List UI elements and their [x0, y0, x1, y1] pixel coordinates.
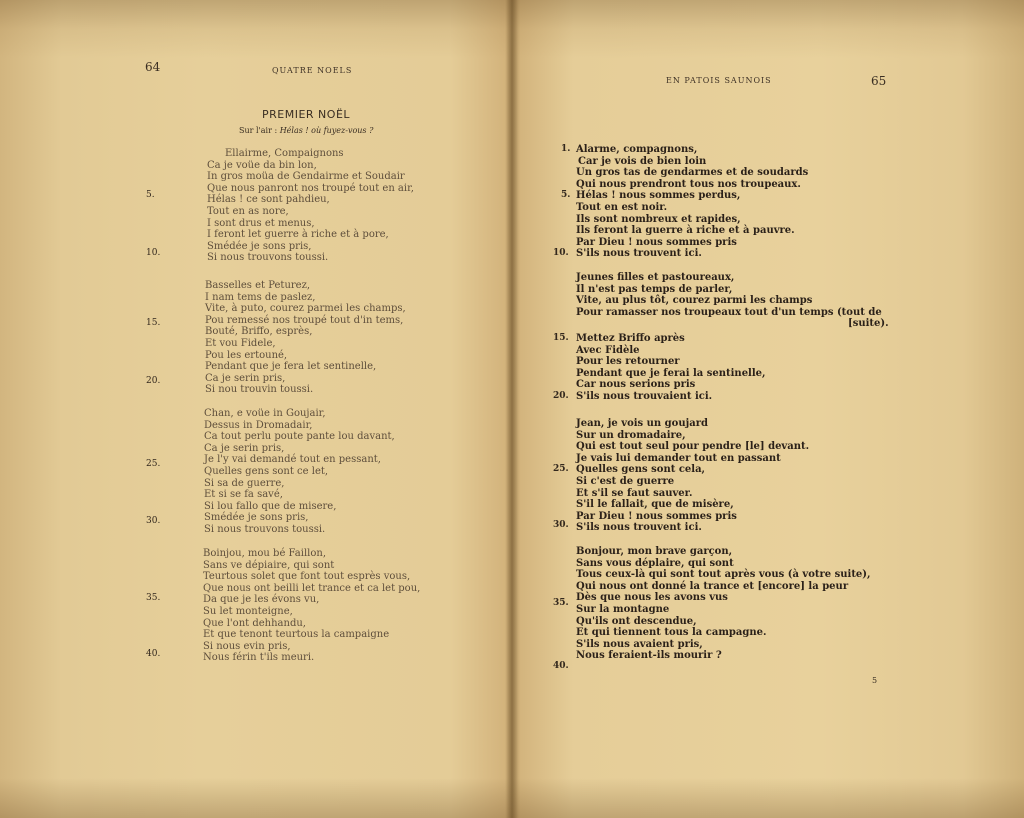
verse-line: Vite, au plus tôt, courez parmi les champs [576, 295, 813, 307]
verse-line: Ellairme, Compaignons [225, 148, 344, 159]
verse-line: Si nous evin pris, [203, 640, 291, 652]
right-line-number: 25. [553, 464, 569, 474]
verse-line: Mettez Briffo après [576, 333, 685, 344]
verse-line: Par Dieu ! nous sommes pris [576, 510, 737, 522]
right-stanza-3 [576, 333, 766, 403]
right-line-number: 40. [553, 661, 569, 671]
verse-line: Bouté, Briffo, esprès, [205, 326, 313, 338]
verse-line: Tout en as nore, [207, 205, 289, 217]
verse-line: S'ils nous avaient pris, [576, 638, 703, 650]
verse-line: Par Dieu ! nous sommes pris [576, 236, 737, 248]
verse-line: Quelles gens sont ce let, [204, 465, 329, 477]
right-line-number: 10. [553, 248, 569, 258]
verse-line: [suite). [848, 318, 889, 330]
verse-line: Qui nous ont donné la trance et [encore] la peur [576, 580, 849, 592]
verse-line: Pou les ertouné, [205, 349, 288, 361]
verse-line: S'il le fallait, que de misère, [576, 499, 734, 511]
right-running-head: EN PATOIS SAUNOIS [666, 76, 772, 85]
left-line-number: 10. [146, 248, 161, 258]
verse-line: Que nous ont beilli let trance et ca let pou, [203, 582, 421, 594]
right-line-number: 30. [553, 520, 569, 530]
verse-line: S'ils nous trouvent ici. [576, 248, 702, 260]
right-stanza-1 [576, 144, 808, 260]
verse-line: Si lou fallo que de misere, [204, 500, 337, 512]
left-line-number: 25. [146, 459, 161, 469]
verse-line: Si sa de guerre, [204, 477, 285, 489]
left-stanza-2 [205, 280, 406, 396]
verse-line: Hélas ! nous sommes perdus, [576, 190, 741, 202]
verse-line: Que nous panront nos troupé tout en air, [207, 182, 414, 194]
left-line-number: 15. [146, 318, 161, 328]
verse-line: Je l'y vai demandé tout en pessant, [204, 454, 381, 466]
verse-line: Chan, e voüe in Goujair, [204, 408, 326, 419]
verse-line: Dès que nous les avons vus [576, 592, 728, 604]
left-stanza-3 [204, 408, 395, 536]
verse-line: Smédée je sons pris, [204, 512, 309, 524]
verse-line: Ca je serin pris, [204, 442, 285, 454]
right-line-number: 5. [561, 190, 571, 200]
verse-line: Si nous trouvons toussi. [204, 523, 326, 535]
verse-line: Dessus in Dromadair, [204, 419, 313, 431]
verse-line: Et si se fa savé, [204, 489, 283, 501]
verse-line: Sur la montagne [576, 603, 670, 615]
signature-mark: 5 [872, 676, 878, 685]
verse-line: Ca tout perlu poute pante lou davant, [204, 431, 395, 443]
verse-line: Vite, à puto, courez parmei les champs, [205, 303, 406, 315]
poem-title: PREMIER NOËL [262, 108, 351, 121]
verse-line: Boinjou, mou bé Faillon, [203, 548, 327, 559]
right-line-number: 15. [553, 333, 569, 343]
verse-line: Ils sont nombreux et rapides, [576, 213, 741, 225]
verse-line: Teurtous solet que font tout esprès vous, [203, 571, 411, 583]
right-line-number: 20. [553, 391, 569, 401]
verse-line: Jean, je vois un goujard [576, 418, 708, 429]
verse-line: I nam tems de paslez, [205, 291, 316, 303]
verse-line: Tous ceux-là qui sont tout après vous (à votre suite), [576, 569, 871, 581]
verse-line: Qu'ils ont descendue, [576, 615, 697, 627]
verse-line: I feront let guerre à riche et à pore, [207, 229, 389, 241]
air-label: Sur l'air : [239, 126, 278, 135]
verse-line: Et vou Fidele, [205, 337, 276, 349]
verse-line: Bonjour, mon brave garçon, [576, 546, 733, 557]
verse-line: Nous férin t'ils meuri. [203, 652, 315, 664]
verse-line: Pendant que je fera let sentinelle, [205, 361, 377, 373]
verse-line: Nous feraient-ils mourir ? [576, 650, 722, 662]
verse-line: Si c'est de guerre [576, 475, 675, 487]
verse-line: Si nous trouvons toussi. [207, 252, 329, 264]
verse-line: Ils feront la guerre à riche et à pauvre. [576, 225, 795, 237]
verse-line: Et qui tiennent tous la campagne. [576, 627, 767, 639]
left-line-number: 35. [146, 593, 161, 603]
verse-line: In gros moüa de Gendairme et Soudair [207, 171, 405, 183]
verse-line: Avec Fidèle [576, 344, 640, 356]
left-stanza-4 [203, 548, 420, 664]
left-running-head: QUATRE NOELS [272, 66, 353, 75]
verse-line: Hélas ! ce sont pahdieu, [207, 194, 330, 206]
verse-line: Tout en est noir. [576, 201, 668, 213]
verse-line: Quelles gens sont cela, [576, 464, 706, 476]
left-line-number: 40. [146, 649, 161, 659]
left-stanza-1 [207, 148, 414, 264]
verse-line: Ca je serin pris, [205, 372, 286, 384]
verse-line: Si nou trouvin toussi. [205, 384, 314, 396]
air-title: Hélas ! où fuyez-vous ? [279, 126, 374, 135]
right-stanza-2 [576, 272, 889, 330]
left-line-number: 20. [146, 376, 161, 386]
verse-line: Sans ve dépiaire, qui sont [203, 559, 335, 571]
verse-line: Smédée je sons pris, [207, 240, 312, 252]
book-gutter [506, 0, 518, 818]
verse-line: I sont drus et menus, [207, 217, 315, 229]
verse-line: Il n'est pas temps de parler, [576, 283, 733, 295]
verse-line: Et s'il se faut sauver. [576, 487, 693, 499]
verse-line: Et que tenont teurtous la campaigne [203, 629, 390, 641]
left-page-number: 64 [145, 60, 161, 74]
verse-line: Qui nous prendront tous nos troupeaux. [576, 178, 801, 190]
verse-line: Pour les retourner [576, 356, 680, 368]
verse-line: Sans vous déplaire, qui sont [576, 557, 734, 569]
verse-line: Que l'ont dehhandu, [203, 617, 306, 629]
right-stanza-5 [576, 546, 871, 662]
verse-line: Sur un dromadaire, [576, 429, 686, 441]
right-line-number: 35. [553, 598, 569, 608]
verse-line: Je vais lui demander tout en passant [576, 452, 781, 464]
verse-line: Pour ramasser nos troupeaux tout d'un temps (tout de [576, 306, 882, 318]
verse-line: Alarme, compagnons, [576, 144, 698, 155]
verse-line: Basselles et Peturez, [205, 280, 311, 291]
verse-line: S'ils nous trouvaient ici. [576, 390, 713, 402]
verse-line: Un gros tas de gendarmes et de soudards [576, 167, 809, 179]
right-page-number: 65 [871, 74, 887, 88]
verse-line: Car nous serions pris [576, 379, 696, 391]
verse-line: Su let monteigne, [203, 605, 293, 617]
verse-line: Jeunes filles et pastoureaux, [576, 272, 735, 283]
air-line [239, 126, 373, 135]
left-line-number: 5. [146, 190, 155, 200]
right-line-number: 1. [561, 144, 571, 154]
right-stanza-4 [576, 418, 809, 534]
verse-line: Pou remessé nos troupé tout d'in tems, [205, 314, 404, 326]
verse-line: Pendant que je ferai la sentinelle, [576, 367, 766, 379]
verse-line: Qui est tout seul pour pendre [le] devant. [576, 441, 810, 453]
verse-line: Ca je voüe da bin lon, [207, 159, 317, 171]
verse-line: S'ils nous trouvent ici. [576, 522, 702, 534]
left-line-number: 30. [146, 516, 161, 526]
verse-line: Da que je les évons vu, [203, 594, 320, 606]
verse-line: Car je vois de bien loin [578, 155, 707, 167]
